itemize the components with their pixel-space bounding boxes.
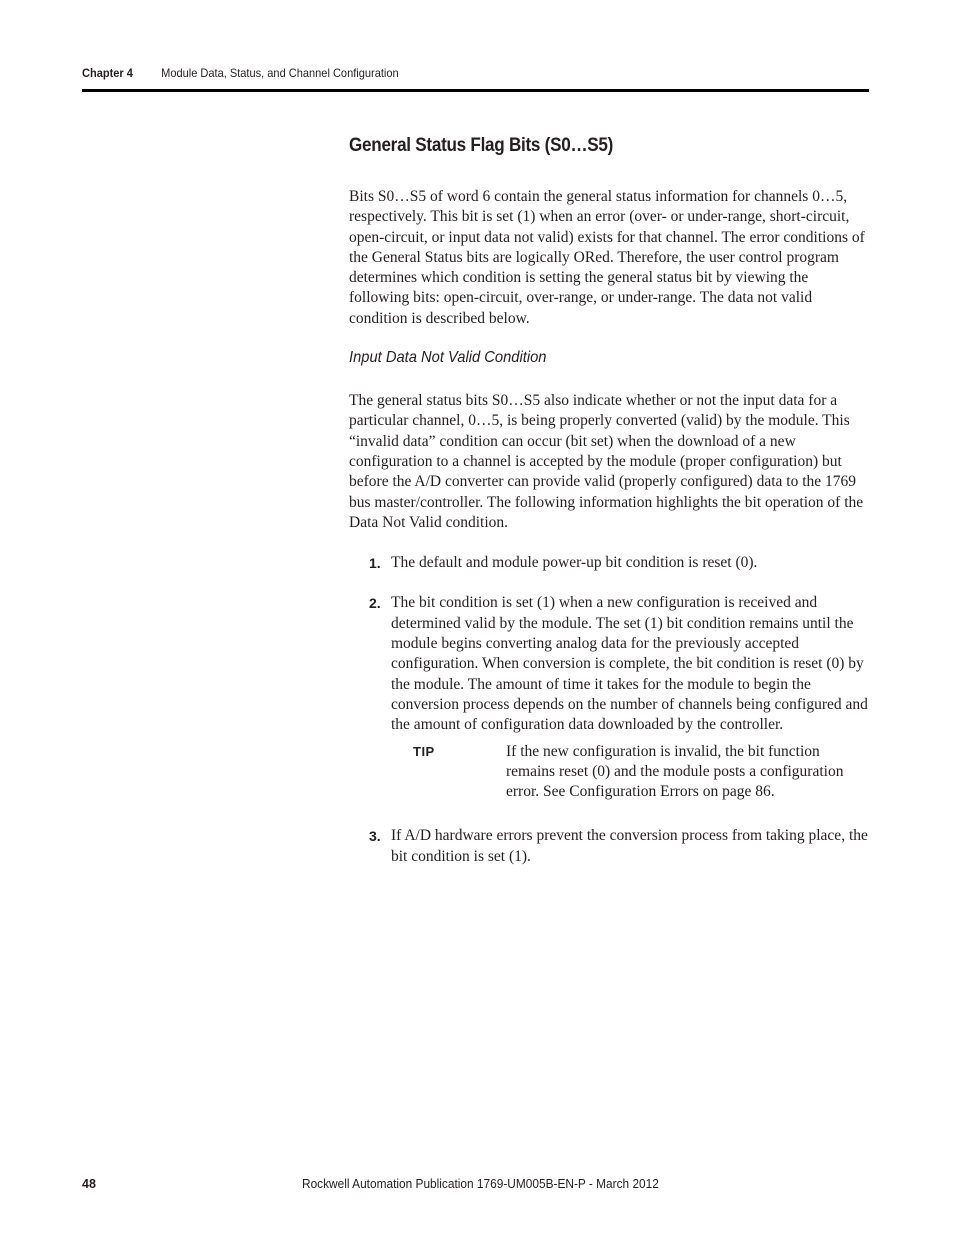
list-item: [349, 826, 869, 867]
page-number: 48: [82, 1177, 96, 1191]
main-content: [349, 135, 869, 887]
list-text: If A/D hardware errors prevent the conversion process from taking place, the bit condition is set (1).: [391, 827, 868, 865]
list-item: [349, 593, 869, 802]
list-number: 1.: [369, 555, 381, 572]
section-heading: General Status Flag Bits (S0…S5): [349, 135, 614, 156]
paragraph-input-data: The general status bits S0…S5 also indicate whether or not the input data for a particular channel, 0…5, is being properly converted (valid) by the module. This “invalid data” condition can occur (bit set) when the download of a new configuration to a channel is accepted by the module (proper configuration) but before the A/D converter can provide valid (properly configured) data to the 1769 bus master/controller. The following information highlights the bit operation of the Data Not Valid condition.: [349, 392, 864, 531]
header-rule: [82, 89, 869, 92]
tip-text: If the new configuration is invalid, the bit function remains reset (0) and the module posts a configuration error. See Configuration Errors on page 86.: [506, 742, 844, 801]
subsection-heading: Input Data Not Valid Condition: [349, 349, 547, 367]
list-number: 2.: [369, 595, 381, 612]
tip-label: TIP: [413, 743, 435, 759]
paragraph-general-status: Bits S0…S5 of word 6 contain the general status information for channels 0…5, respectively. This bit is set (1) when an error (over- or under-range, short-circuit, open-circuit, or input data not valid) exists for that channel. The error conditions of the General Status bits are logically ORed. Therefore, the user control program determines which condition is setting the general status bit by viewing the following bits: open-circuit, over-range, or under-range. The data not valid condition is described below.: [349, 188, 865, 327]
chapter-title: Module Data, Status, and Channel Configuration: [161, 66, 399, 80]
tip-box: [391, 742, 869, 803]
list-number: 3.: [369, 828, 381, 845]
list-item: [349, 553, 869, 573]
list-text: The bit condition is set (1) when a new configuration is received and determined valid by the module. The set (1) bit condition remains until the module begins converting analog data for the previously accepted configuration. When conversion is complete, the bit condition is reset (0) by the module. The amount of time it takes for the module to begin the conversion process depends on the number of channels being configured and the amount of configuration data downloaded by the controller.: [391, 594, 868, 734]
list-text: The default and module power-up bit condition is reset (0).: [391, 554, 758, 572]
chapter-label: Chapter 4: [82, 66, 133, 80]
publication-info: Rockwell Automation Publication 1769-UM005B-EN-P - March 2012: [302, 1177, 659, 1191]
page-header: [82, 66, 805, 80]
numbered-list: [349, 553, 869, 867]
